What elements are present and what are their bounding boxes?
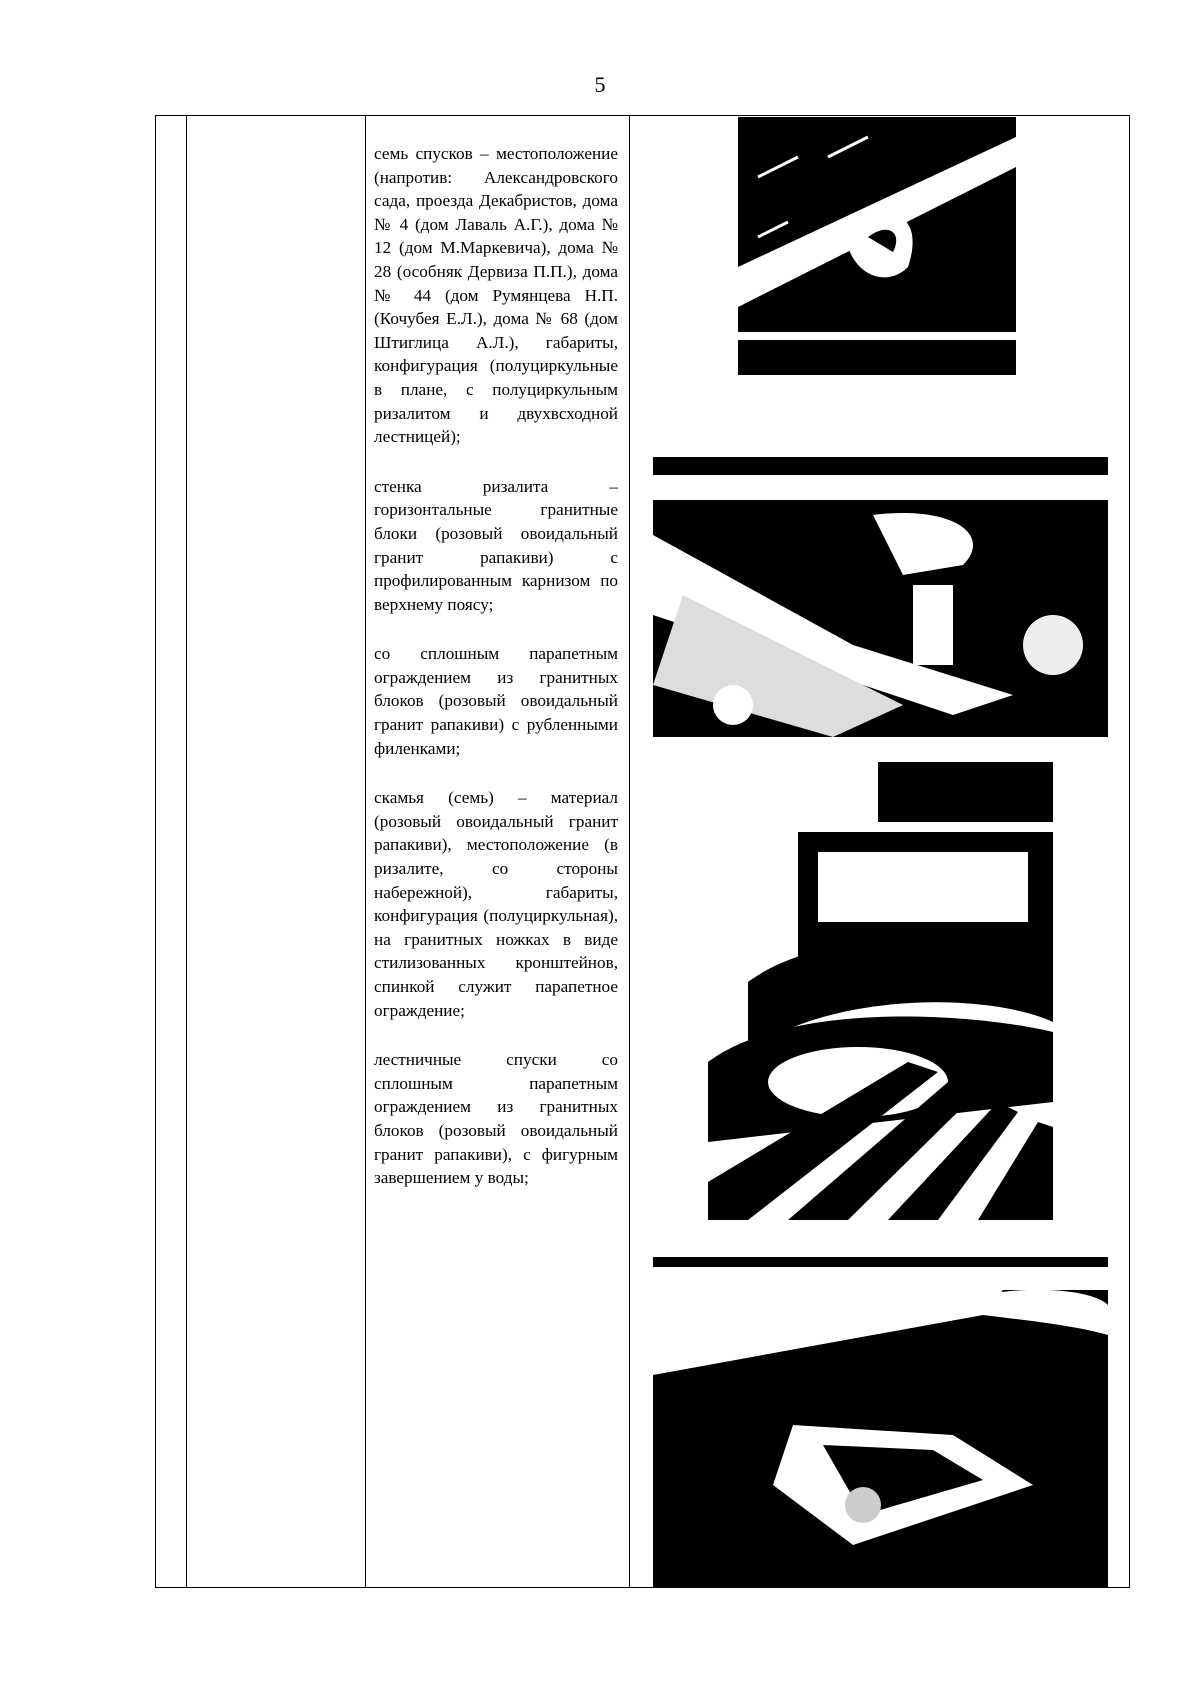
- column-divider-2: [365, 116, 366, 1587]
- description-paragraph-bench: скамья (семь) – материал (розовый овоидальный гранит рапакиви), местоположение (в ризалите, со стороны набережной), габариты, конфигурация (полуциркульная), на гранитных ножках в виде стилизованных кронштейнов, спинкой служит парапетное ограждение;: [374, 788, 618, 1020]
- page-number: 5: [594, 72, 606, 97]
- description-paragraph-risalit-wall: стенка ризалита – горизонтальные гранитные блоки (розовый овоидальный гранит рапакиви) с профилированным карнизом по верхнему поясу;: [374, 476, 618, 614]
- description-paragraph-descents: семь спусков – местоположение (напротив: Александровского сада, проезда Декабристов, дома № 4 (дом Лаваль А.Г.), дома № 12 (дом М.Маркевича), дома № 28 (особняк Дервиза П.П.), дома № 44 (дом Румянцева Н.П. (Кочубея Е.Л.), дома № 68 (дом Штиглица А.Л.), габариты, конфигурация (полуциркульные в плане, с полуциркульным ризалитом и двухвсходной лестницей);: [374, 144, 618, 447]
- photo-risalit-bench: [708, 762, 1053, 1220]
- column-divider-3: [629, 116, 630, 1587]
- description-paragraph-stairs: лестничные спуски со сплошным парапетным ограждением из гранитных блоков (розовый овоидальный гранит рапакиви), с фигурным завершением у воды;: [374, 1050, 618, 1188]
- description-cell: [374, 142, 618, 1216]
- photo-semicircular-descent: [653, 445, 1108, 737]
- photo-stair-descent: [653, 1245, 1108, 1588]
- column-divider-1: [186, 116, 187, 1587]
- photo-parapet-detail: [738, 117, 1016, 375]
- description-paragraph-parapet: со сплошным парапетным ограждением из гранитных блоков (розовый овоидальный гранит рапакиви) с рубленными филенками;: [374, 644, 618, 758]
